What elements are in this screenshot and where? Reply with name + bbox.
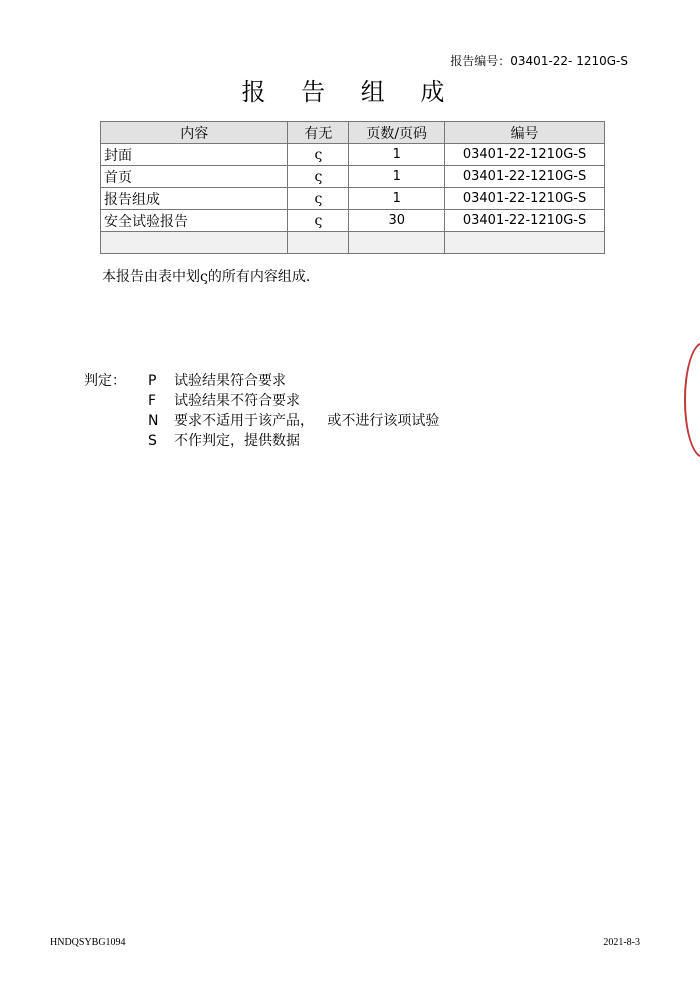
cell-empty	[101, 232, 288, 254]
verdict-text: 要求不适用于该产品， 或不进行该项试验	[174, 413, 440, 429]
page-title: 报 告 组 成	[241, 78, 459, 106]
header-has: 有无	[288, 122, 349, 144]
verdict-item	[148, 410, 439, 430]
header-content: 内容	[101, 122, 288, 144]
table-row	[101, 210, 605, 232]
table-row	[101, 166, 605, 188]
table-row	[101, 188, 605, 210]
cell-content: 封面	[101, 144, 288, 166]
cell-number: 03401-22-1210G-S	[445, 166, 605, 188]
cell-empty	[349, 232, 445, 254]
table-row	[101, 144, 605, 166]
cell-pages: 1	[349, 188, 445, 210]
cell-has: ς	[288, 144, 349, 166]
cell-has: ς	[288, 210, 349, 232]
cell-number: 03401-22-1210G-S	[445, 188, 605, 210]
cell-pages: 30	[349, 210, 445, 232]
composition-note: 本报告由表中划ς的所有内容组成.	[102, 269, 311, 285]
verdict-code: P	[148, 373, 157, 389]
cell-pages: 1	[349, 144, 445, 166]
cell-content: 首页	[101, 166, 288, 188]
verdict-text: 试验结果符合要求	[174, 373, 286, 389]
seal-stamp-edge	[684, 342, 700, 458]
table-header-row	[101, 122, 605, 144]
cell-empty	[445, 232, 605, 254]
header-pages: 页数/页码	[349, 122, 445, 144]
verdict-text: 不作判定，提供数据	[174, 433, 300, 449]
verdict-item	[148, 370, 286, 390]
verdict-item	[148, 390, 300, 410]
cell-empty	[288, 232, 349, 254]
cell-pages: 1	[349, 166, 445, 188]
verdict-text: 试验结果不符合要求	[174, 393, 300, 409]
verdict-label: 判定：	[84, 373, 126, 389]
cell-has: ς	[288, 166, 349, 188]
verdict-code: N	[148, 413, 159, 429]
report-number: 报告编号：03401-22- 1210G-S	[450, 54, 628, 68]
cell-content: 报告组成	[101, 188, 288, 210]
footer-date: 2021-8-3	[603, 937, 640, 948]
cell-has: ς	[288, 188, 349, 210]
cell-content: 安全试验报告	[101, 210, 288, 232]
verdict-code: F	[148, 393, 157, 409]
table-row-empty	[101, 232, 605, 254]
header-number: 编号	[445, 122, 605, 144]
contents-table	[100, 121, 605, 254]
verdict-code: S	[148, 433, 157, 449]
footer-form-code: HNDQSYBG1094	[50, 937, 126, 948]
verdict-item	[148, 430, 300, 450]
cell-number: 03401-22-1210G-S	[445, 144, 605, 166]
cell-number: 03401-22-1210G-S	[445, 210, 605, 232]
